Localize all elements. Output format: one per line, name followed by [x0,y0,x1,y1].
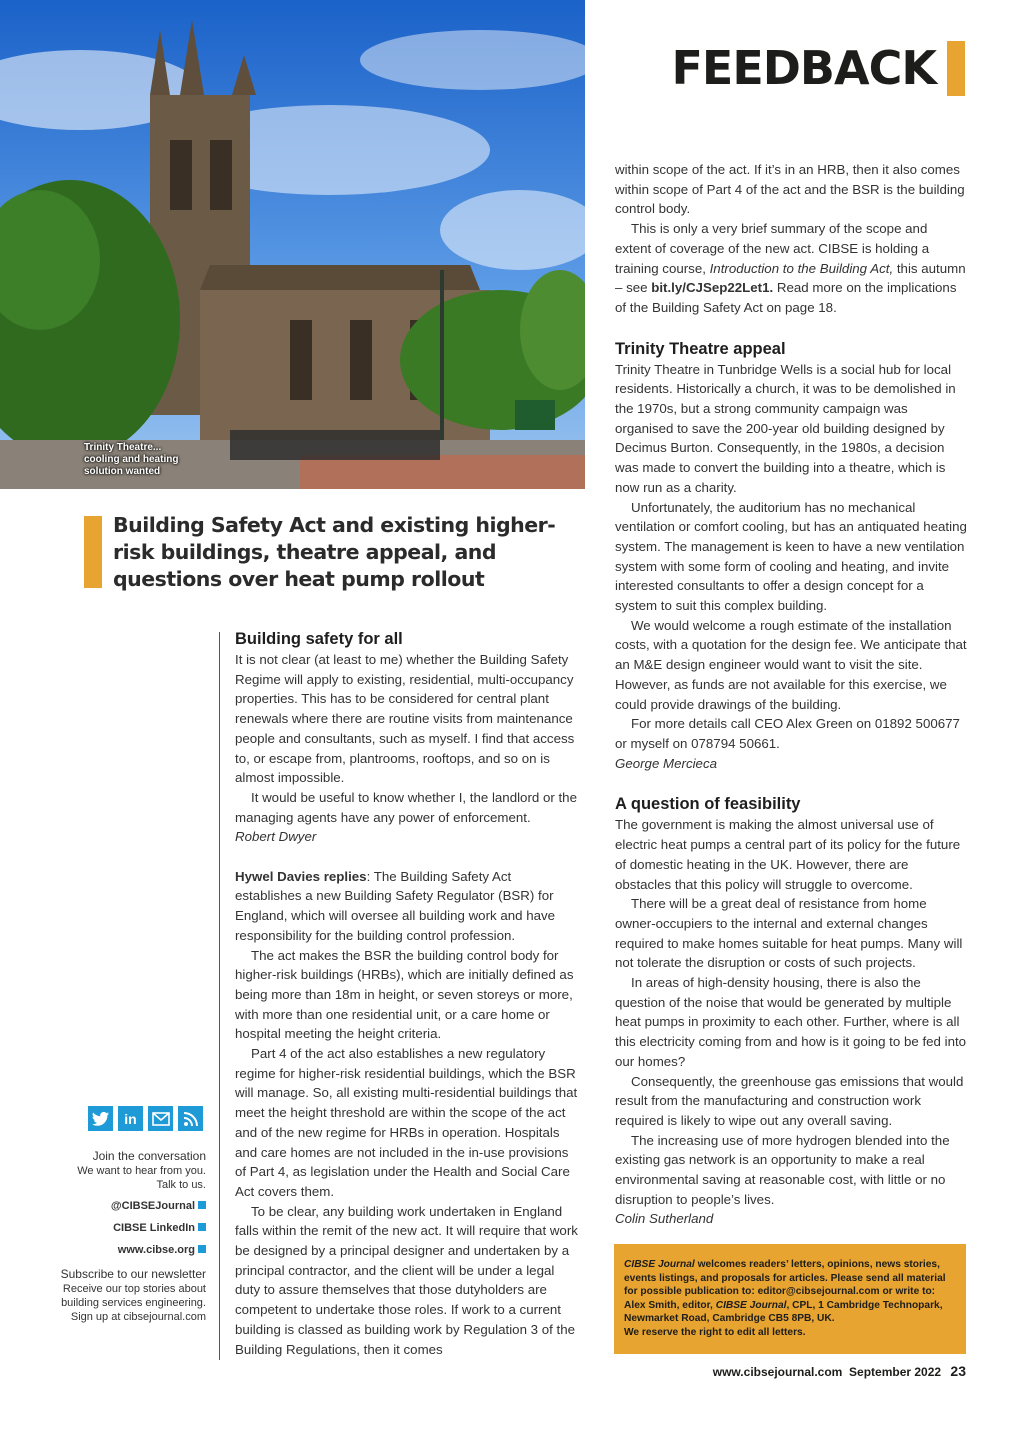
letter-heading: A question of feasibility [615,795,801,814]
paragraph: Consequently, the greenhouse gas emissions that would result from the manufacturing and construction work required is likely to wipe out any overall saving. [615,1073,964,1128]
paragraph: Unfortunately, the auditorium has no mechanical ventilation or comfort cooling, but has an antiquated heating system. The management is keen to have a new ventilation system with some form of cooling and heating, and invite interested consultants to offer a design concept for a system to suit this complex building. [615,499,967,614]
social-icons [88,1106,203,1131]
letter-heading: Building safety for all [235,630,403,648]
paragraph: The increasing use of more hydrogen blended into the existing gas network is an opportunity to make a real environmental saving at reasonable cost, with little or no disruption to people’s lives. [615,1132,950,1207]
linkedin-icon[interactable]: in [118,1106,143,1131]
letter-signature: Colin Sutherland [615,1211,714,1227]
reply-author: Hywel Davies replies [235,868,367,884]
sidebar [60,1148,206,1324]
paragraph: This is only a very brief summary of the scope and extent of coverage of the new act. CIBSE is holding a training course, Introduction to the Building Act, this autumn – see bit.ly/CJSep22Let1. Read more on the implications of the Building Safety Act on page 18. [615,221,966,315]
letter-signature: Robert Dwyer [235,829,317,845]
course-title: Introduction to the Building Act, [709,260,894,276]
paragraph: We would welcome a rough estimate of the installation costs, with a quotation for the design fee. We anticipate that an M&E design engineer would want to visit the site. However, as funds are not available for this exercise, we could provide drawings of the building. [615,617,967,712]
paragraph: To be clear, any building work undertaken in England falls within the remit of the new act. It will require that work be designed by a principal designer and undertaken by a principal contractor, and the client will be under a legal duty to assure themselves that those dutyholders are competent to undertake those roles. If work to a current building is classed as building work by Regulation 3 of the Building Regulations, then it comes [235,1203,578,1357]
rss-icon[interactable] [178,1106,203,1131]
footer-website[interactable]: www.cibsejournal.com [712,1365,843,1379]
letters-column-middle [235,628,580,1359]
reply-paragraph [235,867,580,946]
submission-info-box: CIBSE Journal welcomes readers’ letters, opinions, news stories, events listings, and proposals for articles. Please send all material for possible publication to: editor@cibsejournal.com or write to: Alex Smith, editor, CIBSE Journal, CPL, 1 Cambridge Technopark, Newmarket Road, Cambridge CB5 8PB, UK. We reserve the right to edit all letters. [614,1244,966,1354]
title-accent-bar [947,41,965,96]
letter-heading: Trinity Theatre appeal [615,339,786,358]
reply-text: : The Building Safety Act establishes a new Building Safety Regulator (BSR) for England, which will oversee all building work and have responsibility for the building control profession. [235,868,556,943]
headline-accent-bar [84,516,102,588]
page-number: 23 [950,1363,966,1379]
sidebar-text: We want to hear from you. Talk to us. [77,1165,206,1191]
editor-email-link[interactable]: editor@cibsejournal.com [757,1286,880,1297]
sidebar-text: Receive our top stories about building services engineering. Sign up at cibsejournal.com [61,1283,206,1323]
page-footer [713,1363,966,1379]
trinity-theatre-photo [0,0,585,489]
page-headline: Building Safety Act and existing higher-risk buildings, theatre appeal, and questions over heat pump rollout [113,513,556,591]
edit-notice: We reserve the right to edit all letters. [624,1326,806,1338]
letters-column-right [615,160,967,1229]
paragraph: within scope of the act. If it’s in an HRB, then it also comes within scope of Part 4 of the act and the BSR is the building control body. [615,162,965,217]
subscribe-heading[interactable]: Subscribe to our newsletter [60,1267,206,1281]
paragraph: It is not clear (at least to me) whether the Building Safety Regime will apply to existing, residential, multi-occupancy properties. This has to be considered for central plant renewals where there are routine visits from maintenance people and consultants, such as myself. I find that access to, or escape from, plantrooms, rooftops, and so on is almost impossible. [235,652,575,786]
paragraph: Part 4 of the act also establishes a new regulatory regime for higher-risk residential buildings, which the BSR will manage. So, all existing multi-residential buildings that meet the height threshold are within the scope of the act and of the new regime for HRBs in operation. Hospitals and care homes are not included in the in-use provisions of Part 4, as legislation under the Health and Social Care Act covers them. [235,1046,578,1199]
twitter-icon[interactable] [88,1106,113,1131]
paragraph: There will be a great deal of resistance from home owner-occupiers to the internal and external changes required to make homes suitable for heat pumps. Many will not tolerate the disruption or costs of such projects. [615,896,963,971]
paragraph: In areas of high-density housing, there is also the question of the noise that would be generated by multiple heat pumps in proximity to each other. Further, where is all this electricity coming from and how is it going to be fed into our homes? [615,975,967,1069]
website-link[interactable]: www.cibse.org [60,1242,206,1258]
course-link[interactable]: bit.ly/CJSep22Let1. [651,280,774,296]
twitter-link[interactable]: @CIBSEJournal [60,1198,206,1214]
footer-date: September 2022 [849,1365,942,1379]
paragraph: Trinity Theatre in Tunbridge Wells is a social hub for local residents. Historically a church, it was to be demolished in the 1970s, but a strong community campaign was organised to save the 200-year old building designed by Decimus Burton. Consequently, in the 1980s, a decision was made to convert the building into a theatre, which is now run as a charity. [615,361,956,495]
join-conversation: Join the conversation [92,1149,206,1163]
paragraph: The government is making the almost universal use of electric heat pumps a central part of its policy for the future of domestic heating in the UK. However, there are obstacles that this policy will struggle to overcome. [615,817,961,892]
photo-caption: Trinity Theatre... cooling and heating solution wanted [84,442,179,477]
email-icon[interactable] [148,1106,173,1131]
paragraph: It would be useful to know whether I, the landlord or the managing agents have any power of enforcement. [235,789,577,825]
column-divider [219,632,220,1360]
paragraph: For more details call CEO Alex Green on 01892 500677 or myself on 078794 50661. [615,716,960,751]
letter-signature: George Mercieca [615,755,717,771]
paragraph: The act makes the BSR the building control body for higher-risk buildings (HRBs), which are initially defined as being more than 18m in height, or seven storeys or more, with more than one residential unit, or a care home or hospital meeting the height criteria. [235,947,574,1042]
section-title: FEEDBACK [671,41,936,95]
linkedin-link[interactable]: CIBSE LinkedIn [60,1220,206,1236]
